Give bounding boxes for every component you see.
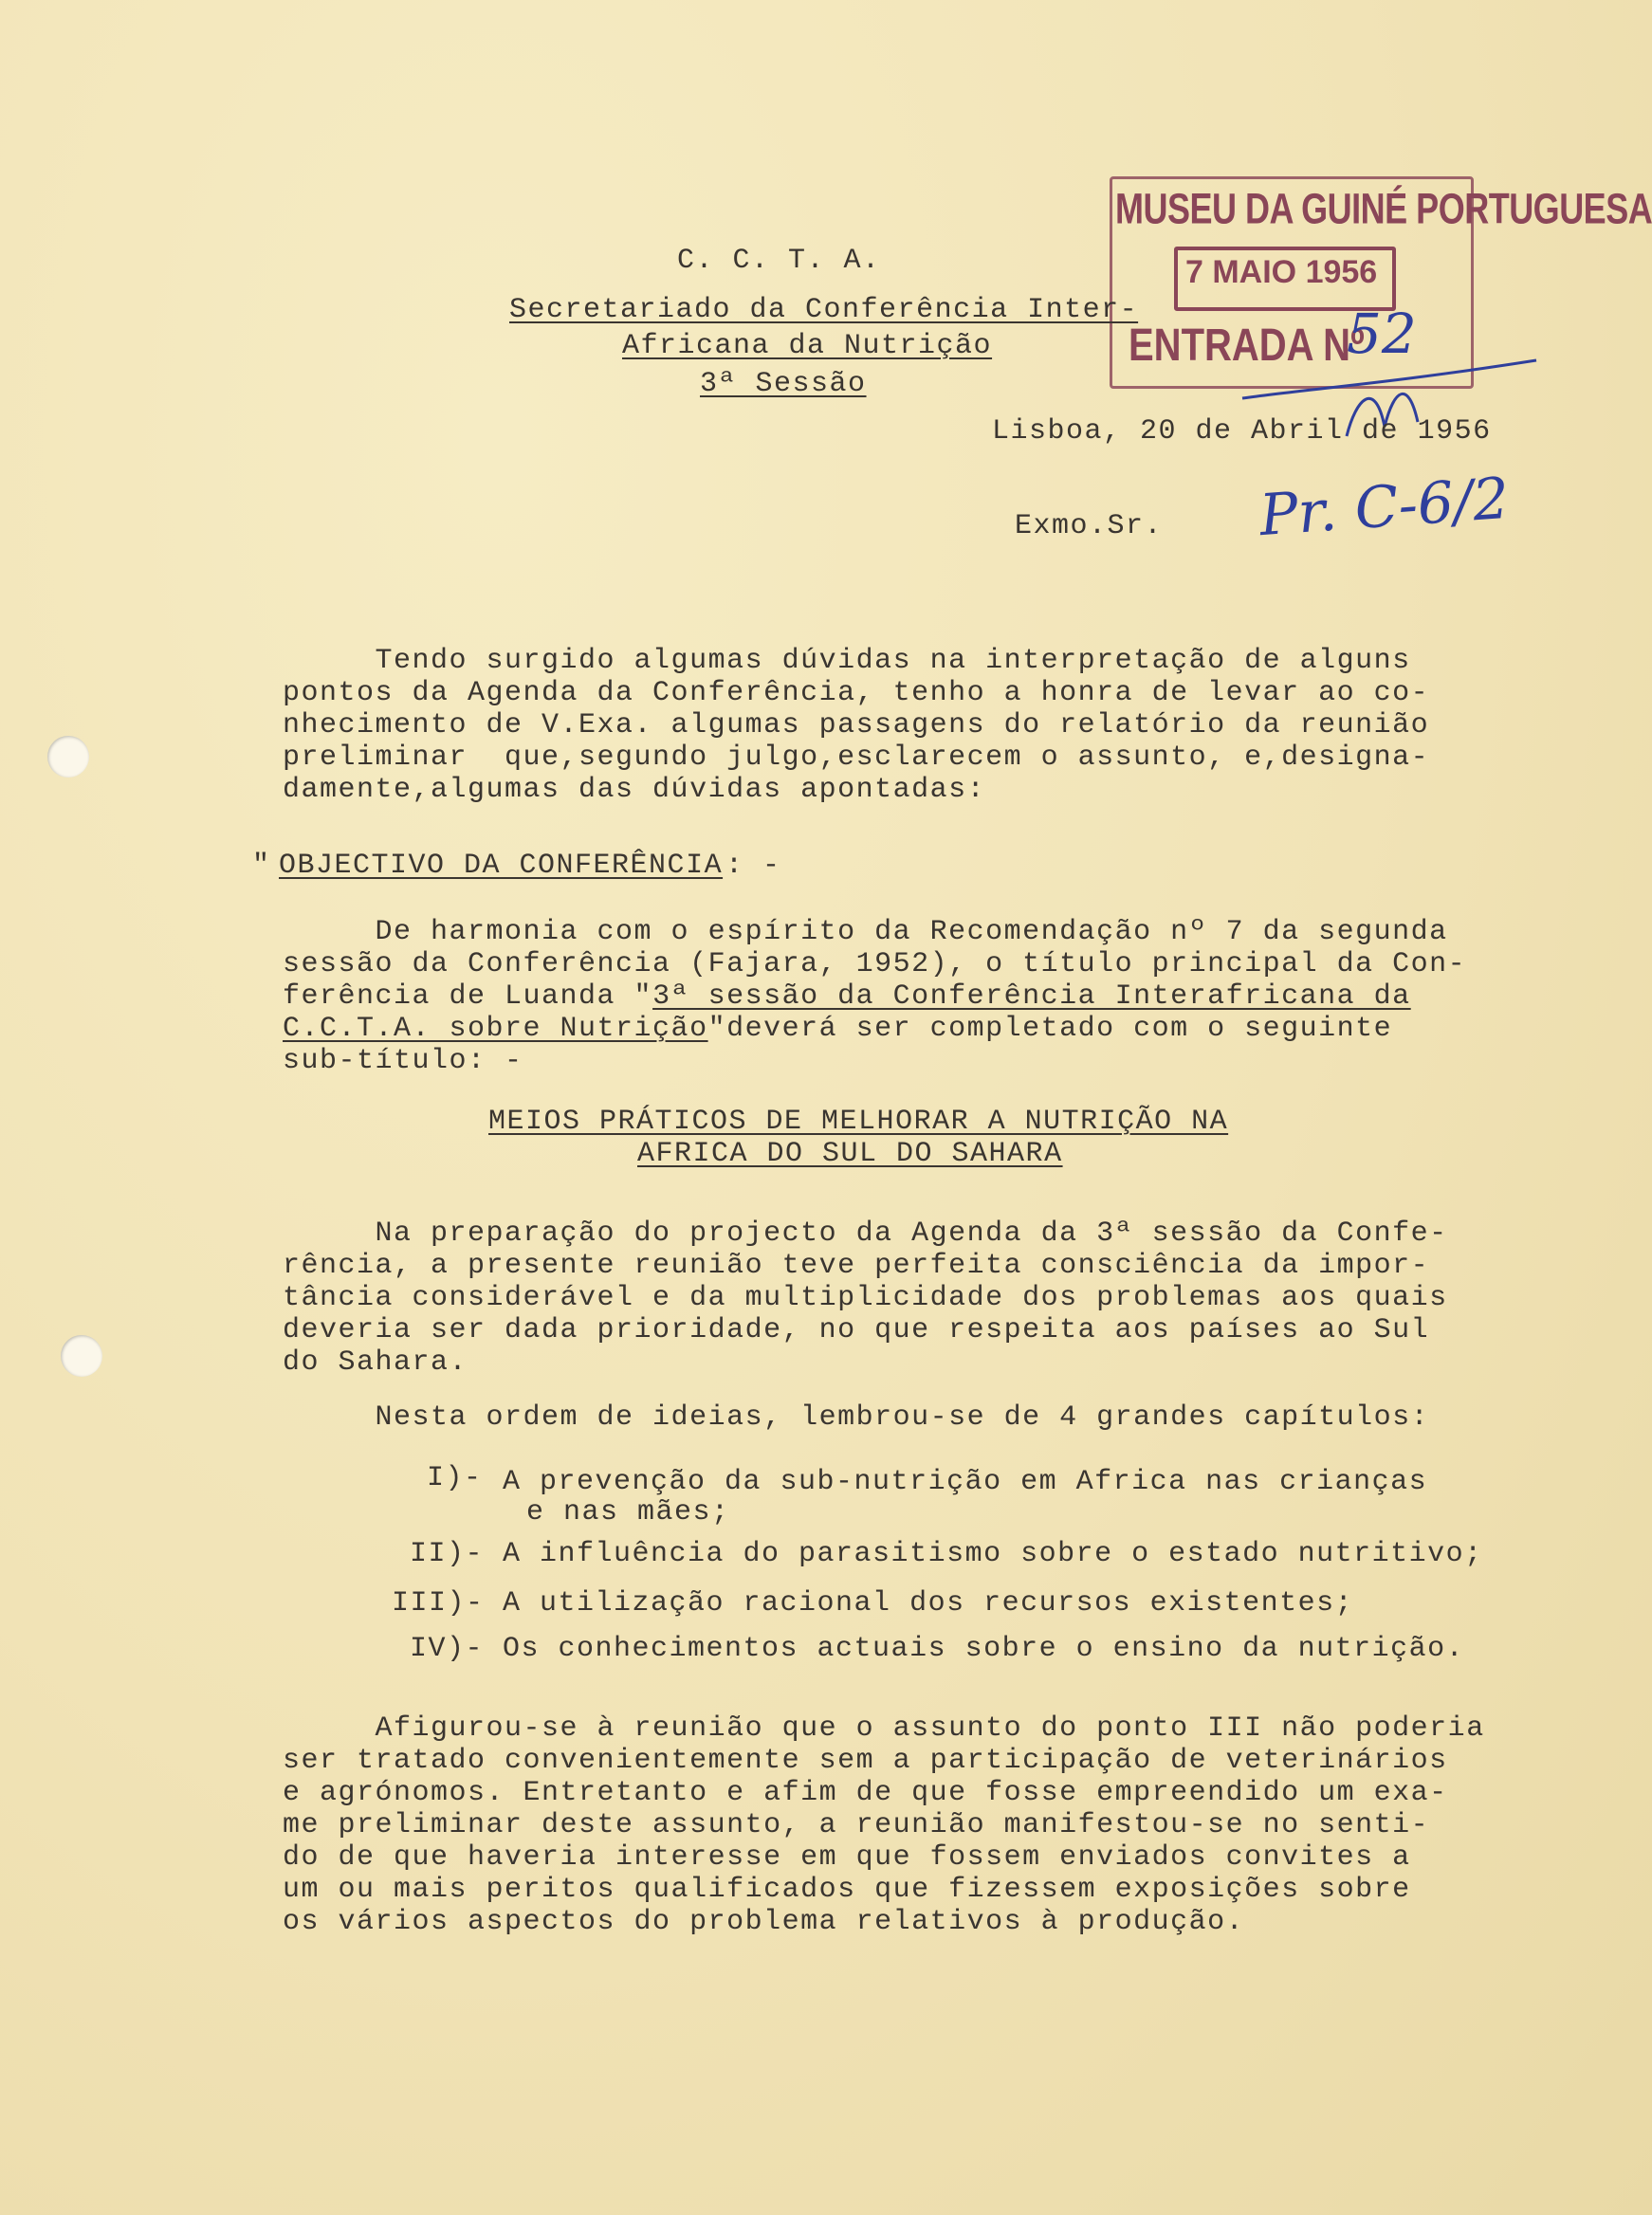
org-acronym: C. C. T. A. xyxy=(677,245,881,277)
chapter-text: Os conhecimentos actuais sobre o ensino da nutrição. xyxy=(503,1633,1465,1665)
header-line-3: 3ª Sessão xyxy=(700,368,867,400)
intro-line: nhecimento de V.Exa. algumas passagens do relatório da reunião xyxy=(283,709,1430,741)
chapter-text: A utilização racional dos recursos existentes; xyxy=(503,1587,1354,1620)
chapter-number: III)- xyxy=(392,1587,485,1620)
punch-hole-top xyxy=(47,736,89,778)
subtitle-line-2: AFRICA DO SUL DO SAHARA xyxy=(637,1138,1063,1170)
header-line-2: Africana da Nutrição xyxy=(622,330,993,362)
para3-line: do Sahara. xyxy=(283,1346,468,1379)
intro-line: damente,algumas das dúvidas apontadas: xyxy=(283,774,986,806)
chapter-text: A influência do parasitismo sobre o estado nutritivo; xyxy=(503,1538,1483,1570)
para5-line: e agrónomos. Entretanto e afim de que fosse empreendido um exa- xyxy=(283,1777,1448,1809)
conference-title-underlined: 3ª sessão da Conferência Interafricana da xyxy=(652,980,1411,1013)
punch-hole-bottom xyxy=(61,1335,102,1377)
entrada-number-handwritten: 52 xyxy=(1347,302,1417,366)
para5-line: Afigurou-se à reunião que o assunto do ponto III não poderia xyxy=(283,1712,1485,1745)
conference-title-underlined-cont: C.C.T.A. sobre Nutrição xyxy=(283,1013,708,1045)
intro-line: pontos da Agenda da Conferência, tenho a honra de levar ao co- xyxy=(283,677,1430,709)
section-quote: " xyxy=(252,850,271,882)
para4-line: Nesta ordem de ideias, lembrou-se de 4 grandes capítulos: xyxy=(283,1401,1430,1434)
salutation: Exmo.Sr. xyxy=(1015,510,1164,542)
header-line-1: Secretariado da Conferência Inter- xyxy=(509,294,1139,326)
para3-line: rência, a presente reunião teve perfeita consciência da impor- xyxy=(283,1250,1430,1282)
handwritten-reference: Pr. C-6/2 xyxy=(1257,465,1512,550)
para3-line: tância considerável e da multiplicidade dos problemas aos quais xyxy=(283,1282,1448,1314)
para2-line4-text: "deverá ser completado com o seguinte xyxy=(707,1013,1393,1045)
chapter-number: II)- xyxy=(410,1538,485,1570)
chapter-number: IV)- xyxy=(410,1633,485,1665)
para3-line: Na preparação do projecto da Agenda da 3ª sessão da Confe- xyxy=(283,1217,1448,1250)
intro-line: Tendo surgido algumas dúvidas na interpretação de alguns xyxy=(283,645,1411,677)
chapter-text: A prevenção da sub-nutrição em Africa nas crianças xyxy=(503,1466,1428,1498)
chapter-number: I)- xyxy=(427,1462,483,1494)
subtitle-line-1: MEIOS PRÁTICOS DE MELHORAR A NUTRIÇÃO NA xyxy=(488,1106,1229,1138)
para2-line xyxy=(283,1013,1392,1045)
para2-line: De harmonia com o espírito da Recomendação nº 7 da segunda xyxy=(283,916,1448,948)
para2-line3-text: ferência de Luanda " xyxy=(283,980,653,1013)
para5-line: do de que haveria interesse em que fossem enviados convites a xyxy=(283,1841,1411,1874)
para2-line: sub-título: - xyxy=(283,1045,523,1077)
stamp-museum-name: MUSEU DA GUINÉ PORTUGUESA xyxy=(1115,184,1652,233)
chapter-text: e nas mães; xyxy=(526,1496,730,1529)
para5-line: um ou mais peritos qualificados que fizessem exposições sobre xyxy=(283,1874,1411,1906)
stamp-date: 7 MAIO 1956 xyxy=(1185,254,1378,290)
para5-line: os vários aspectos do problema relativos à produção. xyxy=(283,1906,1245,1938)
stamp-entrada-label: ENTRADA Nº xyxy=(1129,320,1365,371)
para5-line: me preliminar deste assunto, a reunião manifestou-se no senti- xyxy=(283,1809,1430,1841)
intro-line: preliminar que,segundo julgo,esclarecem o assunto, e,designa- xyxy=(283,741,1430,774)
para2-line xyxy=(283,980,1411,1013)
para2-line: sessão da Conferência (Fajara, 1952), o título principal da Con- xyxy=(283,948,1467,980)
section-heading: OBJECTIVO DA CONFERÊNCIA xyxy=(279,850,724,882)
para5-line: ser tratado convenientemente sem a participação de veterinários xyxy=(283,1745,1448,1777)
para3-line: deveria ser dada prioridade, no que respeita aos países ao Sul xyxy=(283,1314,1430,1346)
section-heading-suffix: : - xyxy=(725,850,781,882)
date-line: Lisboa, 20 de Abril de 1956 xyxy=(992,415,1492,448)
